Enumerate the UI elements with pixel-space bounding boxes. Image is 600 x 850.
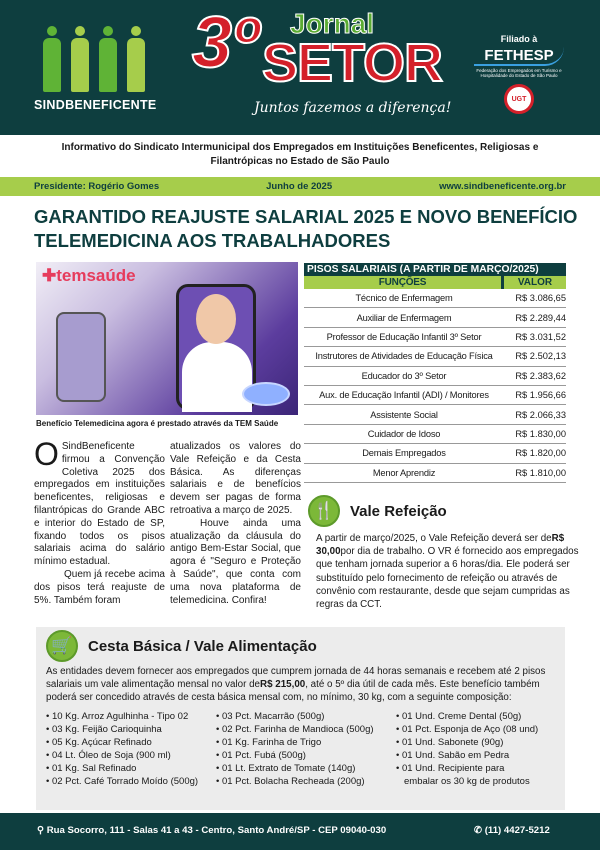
header [0,0,600,135]
fethesp-subtitle: Federação dos Empregados em Turismo e Hospitalidade do Estado de São Paulo [476,68,562,79]
website-link[interactable]: www.sindbeneficente.org.br [439,181,566,192]
masthead [192,2,452,132]
shopping-cart-icon: 🛒 [46,630,78,662]
photo-caption: Benefício Telemedicina agora é prestado através da TEM Saúde [36,419,279,428]
phone-number[interactable]: (11) 4427-5212 [484,825,550,836]
table-row [304,328,566,347]
table-row [304,347,566,366]
list-item: • 01 Und. Recipiente para [396,763,505,774]
paragraph: SindBeneficente firmou a Convenção Coletiva 2025 dos empregados em instituições beneficentes, religiosas e filantrópicas do Grande ABC e interior do Estado de SP, fixando todos os pisos salariais acima do salário mínimo estadual. [34,441,165,568]
table-row [304,464,566,483]
table-row [304,444,566,463]
section-title: Cesta Básica / Vale Alimentação [88,637,317,655]
list-item: • 01 Kg. Sal Refinado [46,763,137,774]
affiliation [474,34,564,114]
doctor-image [182,342,252,412]
vr-amount: R$ 30,00 [316,533,565,558]
value-cell: R$ 1.830,00 [515,428,566,439]
list-item: • 02 Pct. Café Torrado Moído (500g) [46,776,199,787]
fethesp-logo: FETHESP [474,47,564,66]
location-pin-icon: ⚲ [37,825,47,836]
value-cell: R$ 2.289,44 [515,312,566,323]
function-cell: Educador do 3º Setor [361,370,447,381]
cutlery-icon: 🍴 [308,495,340,527]
list-item: • 10 Kg. Arroz Agulhinha - Tipo 02 [46,711,189,722]
telemedicine-photo [36,262,298,415]
list-item: • 01 Lt. Extrato de Tomate (140g) [216,763,356,774]
address: Rua Socorro, 111 - Salas 41 a 43 - Centro, Santo André/SP - CEP 09040-030 [46,825,387,836]
list-item: • 04 Lt. Óleo de Soja (900 ml) [46,750,171,761]
pill-image [242,382,290,406]
article-title: GARANTIDO REAJUSTE SALARIAL 2025 E NOVO BENEFÍCIO TELEMEDICINA AOS TRABALHADORES [34,206,578,251]
list-item: • 01 Pct. Esponja de Aço (08 und) [396,724,539,735]
value-cell: R$ 1.820,00 [515,448,566,459]
text: por dia de trabalho. O VR é fornecido aos empregados que tenham jornada superior a 6 horas/dia. Ele poderá ser substituído pelo fornecimento de refeição ou através de convênio com restaurante, desde que sejam cumpridas as regras da CCT. [316,546,579,611]
issue-date: Junho de 2025 [266,181,333,192]
value-cell: R$ 3.031,52 [515,331,566,342]
masthead-jornal: Jornal [290,8,375,39]
list-item: • 01 Und. Sabão em Pedra [396,750,510,761]
column-header-function: FUNÇÕES [304,276,504,289]
value-cell: R$ 3.086,65 [515,293,566,304]
list-item: • 01 Kg. Farinha de Trigo [216,737,322,748]
affiliation-label: Filiado à [500,34,538,44]
masthead-number: 3º [192,3,259,83]
phone-icon: ✆ [474,825,485,836]
paragraph: Quem já recebe acima dos pisos terá reajuste de 5%. Também foram [34,568,165,606]
text: , até o 5º dia útil de cada mês. Este benefício também poderá ser concedido através de cesta básica mensal com, no mínimo, 30 kg, com a seguinte composição: [46,679,540,703]
value-cell: R$ 2.383,62 [515,370,566,381]
list-item: • 02 Pct. Farinha de Mandioca (500g) [216,724,374,735]
table-row [304,425,566,444]
article-column-1 [34,436,165,607]
function-cell: Cuidador de Idoso [367,428,441,439]
newsletter-description: Informativo do Sindicato Intermunicipal dos Empregados em Instituições Beneficentes, Religiosas e Filantrópicas no Estado de São Paulo [61,142,539,167]
sindbeneficente-logo [34,26,157,126]
value-cell: R$ 1.956,66 [515,390,566,401]
function-cell: Instrutores de Atividades de Educação Física [315,351,493,362]
table-title: PISOS SALARIAIS (A PARTIR DE MARÇO/2025) [304,263,566,276]
table-row [304,308,566,327]
function-cell: Aux. de Educação Infantil (ADI) / Monitores [319,390,489,401]
cesta-basica-section [36,627,565,810]
function-cell: Professor de Educação Infantil 3º Setor [326,331,482,342]
table-row [304,386,566,405]
cesta-amount: R$ 215,00 [260,679,306,690]
list-item: embalar os 30 kg de produtos [404,776,530,787]
list-item: • 01 Und. Creme Dental (50g) [396,711,522,722]
column-header-value: VALOR [517,277,553,288]
table-row [304,405,566,424]
text: A partir de março/2025, o Vale Refeição deverá ser de [316,533,552,544]
items-list-1 [46,710,216,788]
function-cell: Menor Aprendiz [372,467,436,478]
items-list-3 [396,710,538,788]
section-title: Vale Refeição [350,502,447,520]
value-cell: R$ 1.810,00 [515,467,566,478]
temsaude-logo: ✚temsaúde [42,266,136,285]
ugt-logo [504,84,534,114]
tagline: Juntos fazemos a diferença! [254,100,452,116]
paragraph: Houve ainda uma atualização da cláusula do antigo Bem-Estar Social, que agora é "Seguro e Proteção à Saúde", que conta com uma nova plataforma de telemedicina. Confira! [170,517,301,606]
phone-image [56,312,106,402]
doctor-image [196,294,236,344]
list-item: • 03 Pct. Macarrão (500g) [216,711,325,722]
vale-refeicao-section [308,495,580,611]
info-bar [0,177,600,196]
article-column-2 [170,441,301,607]
value-cell: R$ 2.502,13 [515,351,566,362]
function-cell: Técnico de Enfermagem [355,293,453,304]
footer [0,813,600,850]
list-item: • 03 Kg. Feijão Carioquinha [46,724,162,735]
list-item: • 01 Pct. Bolacha Recheada (200g) [216,776,365,787]
ugt-label: UGT [511,95,527,103]
list-item: • 05 Kg. Açúcar Refinado [46,737,152,748]
org-name: SINDBENEFICENTE [34,98,157,112]
paragraph: atualizados os valores do Vale Refeição e da Cesta Básica. As diferenças salariais e de benefícios devem ser pagas de forma retroativa a março de 2025. [170,441,301,516]
function-cell: Demais Empregados [362,448,446,459]
list-item: • 01 Und. Sabonete (90g) [396,737,504,748]
table-header [304,276,566,289]
drop-cap: O [34,436,59,472]
list-item: • 01 Pct. Fubá (500g) [216,750,306,761]
vale-refeicao-text [316,532,580,611]
function-cell: Assistente Social [370,409,438,420]
salary-table [304,263,566,483]
items-list-2 [216,710,396,788]
cesta-text [46,665,555,704]
table-row [304,289,566,308]
value-cell: R$ 2.066,33 [515,409,566,420]
table-row [304,367,566,386]
text: As entidades devem fornecer aos empregados que cumprem jornada de 44 horas semanais e recebem até 2 pisos salariais um vale alimentação mensal no valor de [46,666,546,690]
masthead-setor: SETOR [262,33,443,93]
president: Presidente: Rogério Gomes [34,181,160,192]
function-cell: Auxiliar de Enfermagem [356,312,452,323]
